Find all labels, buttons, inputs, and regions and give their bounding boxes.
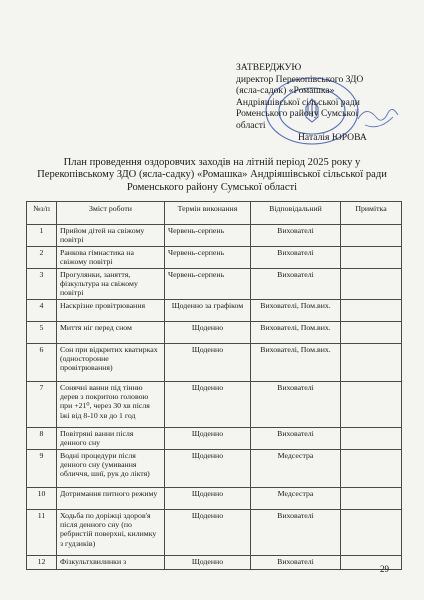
table-row (27, 322, 402, 344)
cell-number: 3 (27, 269, 57, 300)
cell-note (341, 488, 402, 510)
table-row (27, 225, 402, 247)
approval-block (236, 62, 418, 143)
header-number: №з/п (27, 202, 57, 225)
activities-table (26, 201, 402, 570)
approval-position: директор Перекопівського ЗДО (236, 73, 364, 85)
cell-term: Червень-серпень (165, 225, 251, 247)
table-row (27, 556, 402, 570)
cell-note (341, 428, 402, 450)
cell-note (341, 382, 402, 428)
cell-note (341, 300, 402, 322)
cell-responsible: Вихователі, Пом.вих. (251, 300, 341, 322)
cell-term: Щоденно (165, 510, 251, 556)
cell-content: Наскрізне провітрювання (57, 300, 165, 322)
cell-number: 9 (27, 450, 57, 488)
title-line-3: Роменського району Сумської області (126, 181, 298, 193)
cell-number: 10 (27, 488, 57, 510)
header-responsible: Відповідальний (251, 202, 341, 225)
cell-note (341, 556, 402, 570)
cell-note (341, 344, 402, 382)
cell-responsible: Вихователі (251, 428, 341, 450)
table-row (27, 488, 402, 510)
cell-number: 2 (27, 247, 57, 269)
table-header-row (27, 202, 402, 225)
approval-council: Андріяшівської сільської ради (236, 96, 360, 108)
cell-number: 11 (27, 510, 57, 556)
cell-note (341, 322, 402, 344)
cell-term: Червень-серпень (165, 269, 251, 300)
table-row (27, 300, 402, 322)
cell-term: Червень-серпень (165, 247, 251, 269)
table-row (27, 510, 402, 556)
cell-content: Сон при відкритих кватирках (односторонне провітрювання) (57, 344, 165, 382)
cell-note (341, 247, 402, 269)
table-row (27, 269, 402, 300)
cell-responsible: Вихователі (251, 225, 341, 247)
cell-responsible: Медсестра (251, 488, 341, 510)
approval-district: Роменського району Сумської (236, 108, 359, 120)
cell-responsible: Вихователі (251, 269, 341, 300)
cell-content: Дотримання питного режиму (57, 488, 165, 510)
cell-number: 5 (27, 322, 57, 344)
cell-content: Прогулянки, заняття, фізкультура на свіжому повітрі (57, 269, 165, 300)
page-number: 29 (380, 564, 389, 574)
cell-content: Водні процедури після денного сну (умивання обличчя, шиї, рук до ліктя) (57, 450, 165, 488)
title-line-1: План проведення оздоровчих заходів на літній період 2025 року у (63, 157, 361, 168)
header-term: Термін виконання (165, 202, 251, 225)
title-line-2: Перекопівському ЗДО (ясла-садку) «Ромашка» Андріяшівської сільської ради (37, 169, 387, 181)
cell-number: 4 (27, 300, 57, 322)
approval-region: області (236, 119, 266, 131)
cell-note (341, 450, 402, 488)
cell-term: Щоденно (165, 382, 251, 428)
cell-responsible: Вихователі, Пом.вих. (251, 344, 341, 382)
cell-note (341, 510, 402, 556)
cell-responsible: Вихователі (251, 510, 341, 556)
cell-content: Сонячні ванни під тінню дерев з покритою головою при +21⁰, через 30 хв після їжі від 8-10 хв до 1 год (57, 382, 165, 428)
table-row (27, 428, 402, 450)
cell-note (341, 269, 402, 300)
approval-signature-name: Наталія ЮРОВА (298, 131, 367, 143)
header-note: Примітка (341, 202, 402, 225)
table-row (27, 247, 402, 269)
cell-term: Щоденно (165, 488, 251, 510)
cell-term: Щоденно (165, 344, 251, 382)
cell-number: 8 (27, 428, 57, 450)
cell-number: 12 (27, 556, 57, 570)
cell-term: Щоденно за графіком (165, 300, 251, 322)
table-row (27, 450, 402, 488)
cell-responsible: Вихователі (251, 247, 341, 269)
cell-note (341, 225, 402, 247)
table-row (27, 344, 402, 382)
document-title (22, 157, 402, 194)
cell-number: 6 (27, 344, 57, 382)
cell-responsible: Вихователі (251, 382, 341, 428)
cell-term: Щоденно (165, 428, 251, 450)
cell-content: Фізкультхвилинки з (57, 556, 165, 570)
cell-term: Щоденно (165, 556, 251, 570)
cell-term: Щоденно (165, 322, 251, 344)
cell-responsible: Вихователі, Пом.вих. (251, 322, 341, 344)
cell-content: Ранкова гімнастика на свіжому повітрі (57, 247, 165, 269)
cell-content: Ходьба по доріжці здоров'я після денного сну (по ребристій поверхні, килимку з гудзиків) (57, 510, 165, 556)
cell-number: 7 (27, 382, 57, 428)
cell-term: Щоденно (165, 450, 251, 488)
header-content: Зміст роботи (57, 202, 165, 225)
cell-number: 1 (27, 225, 57, 247)
cell-responsible: Вихователі (251, 556, 341, 570)
approval-institution: (ясла-садок) «Ромашка» (236, 85, 335, 97)
approval-heading: ЗАТВЕРДЖУЮ (236, 62, 302, 73)
cell-content: Прийом дітей на свіжому повітрі (57, 225, 165, 247)
cell-responsible: Медсестра (251, 450, 341, 488)
cell-content: Повітряні ванни після денного сну (57, 428, 165, 450)
table-row (27, 382, 402, 428)
cell-content: Миття ніг перед сном (57, 322, 165, 344)
